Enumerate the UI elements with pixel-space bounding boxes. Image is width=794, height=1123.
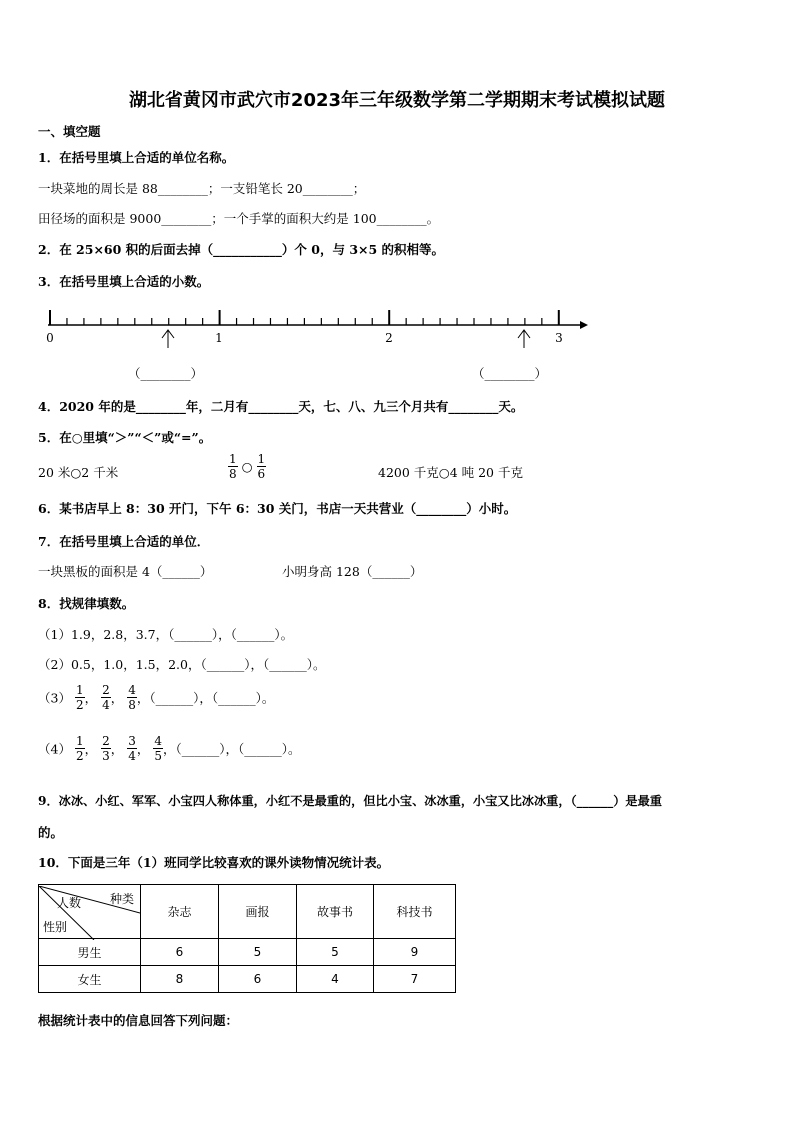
table-cell: 5 (297, 939, 374, 966)
question-5-stem: 5．在○里填“＞”“＜”或“=”。 (38, 430, 212, 445)
question-3-stem: 3．在括号里填上合适的小数。 (38, 274, 210, 289)
table-cell: 5 (219, 939, 297, 966)
table-row (39, 966, 456, 993)
question-10-stem: 10．下面是三年（1）班同学比较喜欢的课外读物情况统计表。 (38, 855, 390, 870)
question-6: 6．某书店早上 8：30 开门，下午 6：30 关门，书店一天共营业（________）小时。 (38, 501, 517, 516)
question-9-line-2: 的。 (38, 825, 64, 840)
table-header-cell: 故事书 (297, 885, 374, 939)
fraction: $\frac{3}{4}$ (128, 734, 136, 763)
fraction-one-sixth: $\frac{1}{6}$ (257, 452, 266, 481)
tick-label-3: 3 (555, 331, 563, 345)
follow-up-instruction: 根据统计表中的信息回答下列问题： (38, 1013, 239, 1028)
question-8-line-1: （1）1.9，2.8，3.7，（______），（______）。 (38, 627, 294, 642)
fraction: $\frac{4}{8}$ (128, 683, 136, 712)
table-cell: 7 (374, 966, 456, 993)
number-line-arrowhead (580, 321, 588, 329)
number-line (40, 300, 600, 360)
tick-label-0: 0 (46, 331, 54, 345)
corner-label-category: 种类 (109, 891, 134, 906)
question-8-line-4: （4） $\frac{1}{2}$ ， $\frac{2}{3}$ ， $\frac{3}{4}$ ， $\frac{4}{5}$ ，（______），（______）。 (38, 734, 301, 763)
table-corner-cell (39, 885, 141, 939)
row-label: 女生 (39, 966, 141, 993)
section-heading: 一、填空题 (38, 124, 101, 139)
reading-stats-table (38, 884, 456, 993)
question-8-line-3: （3） $\frac{1}{2}$ ， $\frac{2}{4}$ ， $\frac{4}{8}$ ，（______），（______）。 (38, 683, 275, 712)
corner-label-gender: 性别 (43, 919, 68, 934)
question-5-item-2 (228, 452, 266, 481)
question-1-stem: 1．在括号里填上合适的单位名称。 (38, 150, 235, 165)
question-5-item-3: 4200 千克○4 吨 20 千克 (378, 465, 523, 480)
table-cell: 6 (219, 966, 297, 993)
table-row (39, 939, 456, 966)
compare-circle[interactable]: ○ (241, 459, 253, 474)
question-1-line-2: 田径场的面积是 9000________；一个手掌的面积大约是 100________。 (38, 211, 440, 226)
fraction: $\frac{1}{2}$ (75, 683, 84, 712)
question-8-line-2: （2）0.5，1.0，1.5，2.0，（______），（______）。 (38, 657, 326, 672)
question-7-item-2: 小明身高 128（______） (282, 564, 423, 579)
question-2: 2．在 25×60 积的后面去掉（___________）个 0，与 3×5 的积相等。 (38, 242, 445, 257)
fraction: $\frac{1}{2}$ (75, 734, 84, 763)
tick-label-1: 1 (215, 331, 223, 345)
fraction-one-eighth: $\frac{1}{8}$ (229, 452, 237, 481)
arrow-marker-right (518, 330, 530, 348)
corner-label-count: 人数 (57, 895, 82, 910)
arrow-marker-left (162, 330, 174, 348)
answer-blank-right[interactable]: （________） (472, 366, 548, 381)
table-header-row (39, 885, 456, 939)
question-5-item-1: 20 米○2 千米 (38, 465, 119, 480)
table-cell: 6 (141, 939, 219, 966)
table-header-cell: 画报 (219, 885, 297, 939)
fraction: $\frac{2}{3}$ (102, 734, 110, 763)
question-9-line-1: 9．冰冰、小红、军军、小宝四人称体重，小红不是最重的，但比小宝、冰冰重，小宝又比冰冰重，（______）是最重 (38, 794, 662, 808)
question-1-line-1: 一块菜地的周长是 88________；一支铅笔长 20________； (38, 181, 366, 196)
tick-label-2: 2 (385, 331, 393, 345)
table-header-cell: 杂志 (141, 885, 219, 939)
page-title: 湖北省黄冈市武穴市2023年三年级数学第二学期期末考试模拟试题 (128, 90, 666, 111)
table-header-cell: 科技书 (374, 885, 456, 939)
question-8-stem: 8．找规律填数。 (38, 596, 135, 611)
fraction: $\frac{4}{5}$ (154, 734, 162, 763)
answer-blank-left[interactable]: （________） (128, 366, 204, 381)
question-7-stem: 7．在括号里填上合适的单位． (38, 534, 210, 549)
fraction: $\frac{2}{4}$ (102, 683, 110, 712)
table-cell: 4 (297, 966, 374, 993)
question-4: 4．2020 年的是________年，二月有________天，七、八、九三个月共有________天。 (38, 399, 524, 414)
table-cell: 9 (374, 939, 456, 966)
question-7-item-1: 一块黑板的面积是 4（______） (38, 564, 213, 579)
number-line-ticks (50, 310, 559, 325)
row-label: 男生 (39, 939, 141, 966)
table-cell: 8 (141, 966, 219, 993)
